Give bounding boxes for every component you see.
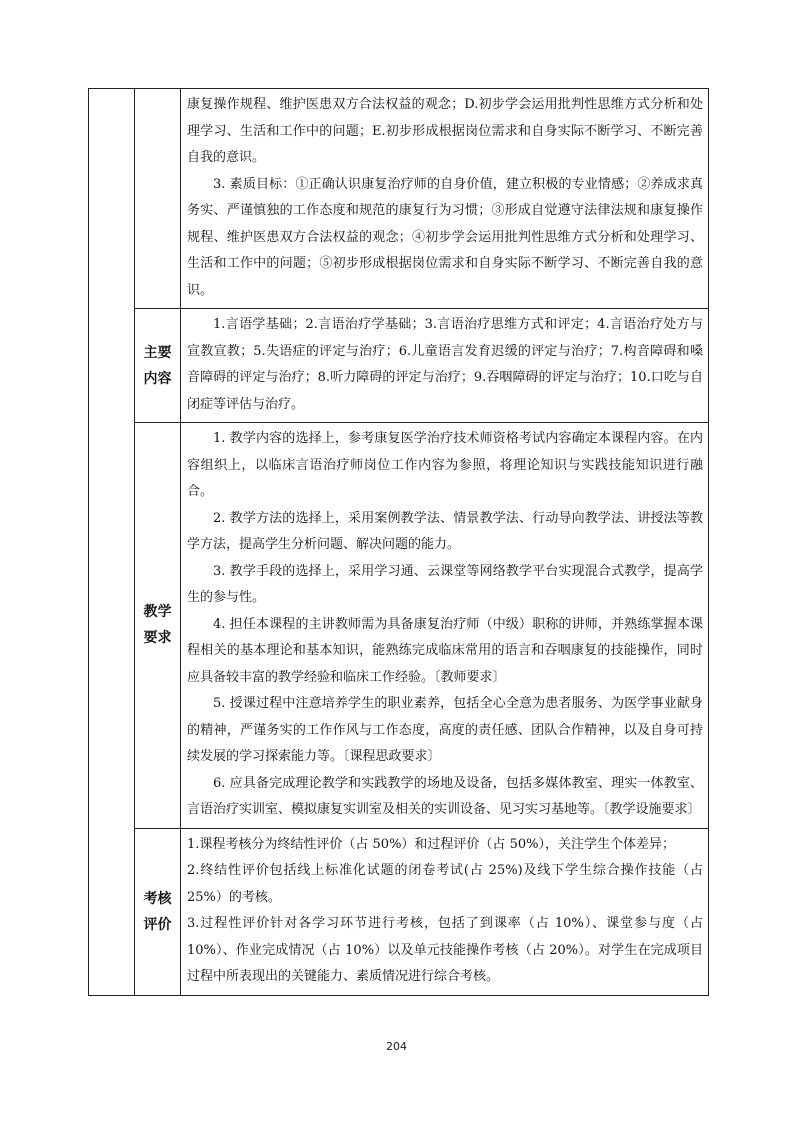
teaching-requirements-content (181, 423, 709, 829)
page-number: 204 (386, 1040, 407, 1053)
assessment-item: 3.过程性评价针对各学习环节进行考核，包括了到课率（占 10%）、课堂参与度（占 10%）、作业完成情况（占 10%）以及单元技能操作考核（占 20%）。对学生在完成项目过程中所表现出的关键能力、素质情况进行综合考核。 (187, 916, 703, 984)
assessment-label-line2: 评价 (143, 916, 172, 933)
assessment-item: 1.课程考核分为终结性评价（占 50%）和过程评价（占 50%），关注学生个体差异； (187, 836, 675, 852)
main-content-label (135, 309, 181, 423)
objectives-label-cell (135, 89, 181, 309)
main-content-text: 1.言语学基础；2.言语治疗学基础；3.言语治疗思维方式和评定；4.言语治疗处方与宣教宣教；5.失语症的评定与治疗；6.儿童语言发育迟缓的评定与治疗；7.构音障碍和嗓音障碍的评定与治疗；8.听力障碍的评定与治疗；9.吞咽障碍的评定与治疗；10.口吃与自闭症等评估与治疗。 (187, 317, 703, 412)
teaching-requirements-row (89, 423, 709, 829)
course-standard-table (88, 88, 709, 996)
main-content-label-line1: 主要 (143, 344, 172, 361)
assessment-label (135, 828, 181, 995)
teaching-requirement-item: 3. 教学手段的选择上，采用学习通、云课堂等网络教学平台实现混合式教学，提高学生的参与性。 (187, 563, 703, 605)
main-content-text-cell (181, 309, 709, 423)
objectives-row (89, 89, 709, 309)
teaching-requirements-label (135, 423, 181, 829)
assessment-content (181, 828, 709, 995)
teaching-requirement-item: 6. 应具备完成理论教学和实践教学的场地及设备，包括多媒体教室、理实一体教室、言语治疗实训室、模拟康复实训室及相关的实训设备、见习实习基地等。〔教学设施要求〕 (187, 775, 703, 817)
main-content-row (89, 309, 709, 423)
assessment-item: 2.终结性评价包括线上标准化试题的闭卷考试(占 25%)及线下学生综合操作技能（占 25%）的考核。 (187, 863, 703, 905)
teaching-requirements-label-line1: 教学 (143, 604, 172, 621)
teaching-requirement-item: 4. 担任本课程的主讲教师需为具备康复治疗师（中级）职称的讲师，并熟练掌握本课程相关的基本理论和基本知识，能熟练完成临床常用的语言和吞咽康复的技能操作，同时应具备较丰富的教学经验和临床工作经验。〔教师要求〕 (187, 616, 703, 685)
teaching-requirements-label-line2: 要求 (143, 630, 172, 647)
assessment-row (89, 828, 709, 995)
main-content-label-line2: 内容 (143, 370, 172, 387)
objectives-content (181, 89, 709, 309)
assessment-label-line1: 考核 (143, 890, 172, 907)
quality-goal-text: 3. 素质目标：①正确认识康复治疗师的自身价值，建立积极的专业情感；②养成求真务实、严谨慎独的工作态度和规范的康复行为习惯；③形成自觉遵守法律法规和康复操作规程、维护医患双方合法权益的观念；④初步学会运用批判性思维方式分析和处理学习、生活和工作中的问题；⑤初步形成根据岗位需求和自身实际不断学习、不断完善自我的意识。 (187, 176, 703, 298)
teaching-requirement-item: 5. 授课过程中注意培养学生的职业素养，包括全心全意为患者服务、为医学事业献身的精神，严谨务实的工作作风与工作态度，高度的责任感、团队合作精神，以及自身可持续发展的学习探索能力等。〔课程思政要求〕 (187, 696, 703, 764)
teaching-requirement-item: 2. 教学方法的选择上，采用案例教学法、情景教学法、行动导向教学法、讲授法等教学方法，提高学生分析问题、解决问题的能力。 (187, 510, 703, 552)
outer-left-cell (89, 89, 135, 996)
teaching-requirement-item: 1. 教学内容的选择上，参考康复医学治疗技术师资格考试内容确定本课程内容。在内容组织上，以临床言语治疗师岗位工作内容为参照，将理论知识与实践技能知识进行融合。 (187, 431, 703, 499)
objectives-continued-text: 康复操作规程、维护医患双方合法权益的观念；D.初步学会运用批判性思维方式分析和处理学习、生活和工作中的问题；E.初步形成根据岗位需求和自身实际不断学习、不断完善自我的意识。 (187, 97, 703, 165)
